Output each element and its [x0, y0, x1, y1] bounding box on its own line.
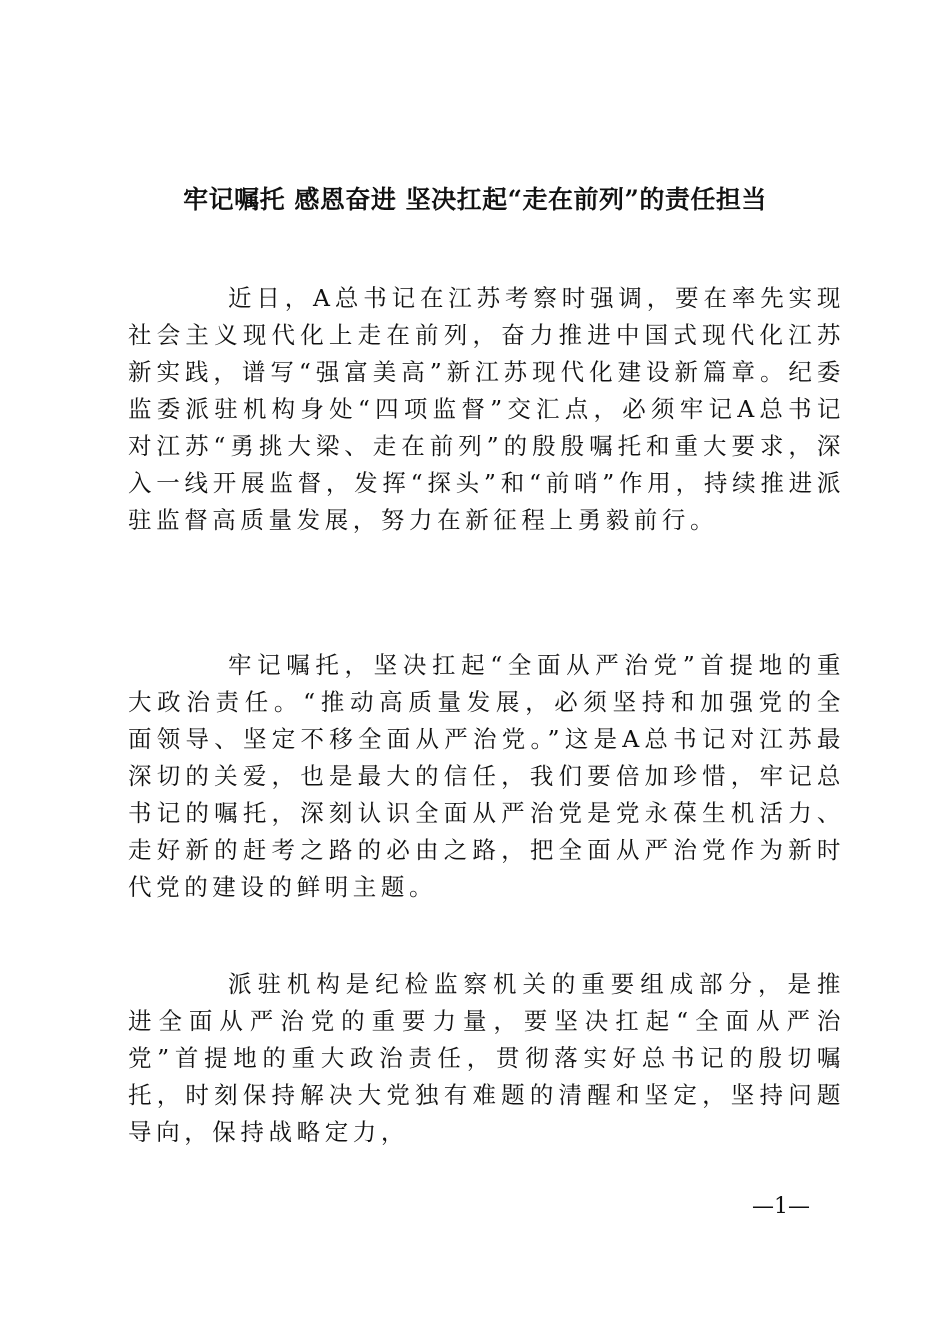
- paragraph-2: 牢记嘱托，坚决扛起“全面从严治党”首提地的重大政治责任。“推动高质量发展，必须坚持和加强党的全面领导、坚定不移全面从严治党。”这是A总书记对江苏最深切的关爱，也是最大的信任，我们要倍加珍惜，牢记总书记的嘱托，深刻认识全面从严治党是党永葆生机活力、走好新的赶考之路的必由之路，把全面从严治党作为新时代党的建设的鲜明主题。: [128, 651, 845, 901]
- document-title: 牢记嘱托 感恩奋进 坚决扛起“走在前列”的责任担当: [183, 185, 767, 214]
- page-number: —1—: [752, 1194, 810, 1219]
- paragraph-3: 派驻机构是纪检监察机关的重要组成部分，是推进全面从严治党的重要力量，要坚决扛起“全面从严治党”首提地的重大政治责任，贯彻落实好总书记的殷切嘱托，时刻保持解决大党独有难题的清醒和坚定，坚持问题导向，保持战略定力，: [128, 970, 845, 1146]
- paragraph-1: 近日，A总书记在江苏考察时强调，要在率先实现社会主义现代化上走在前列，奋力推进中国式现代化江苏新实践，谱写“强富美高”新江苏现代化建设新篇章。纪委监委派驻机构身处“四项监督”交汇点，必须牢记A总书记对江苏“勇挑大梁、走在前列”的殷殷嘱托和重大要求，深入一线开展监督，发挥“探头”和“前哨”作用，持续推进派驻监督高质量发展，努力在新征程上勇毅前行。: [128, 284, 845, 534]
